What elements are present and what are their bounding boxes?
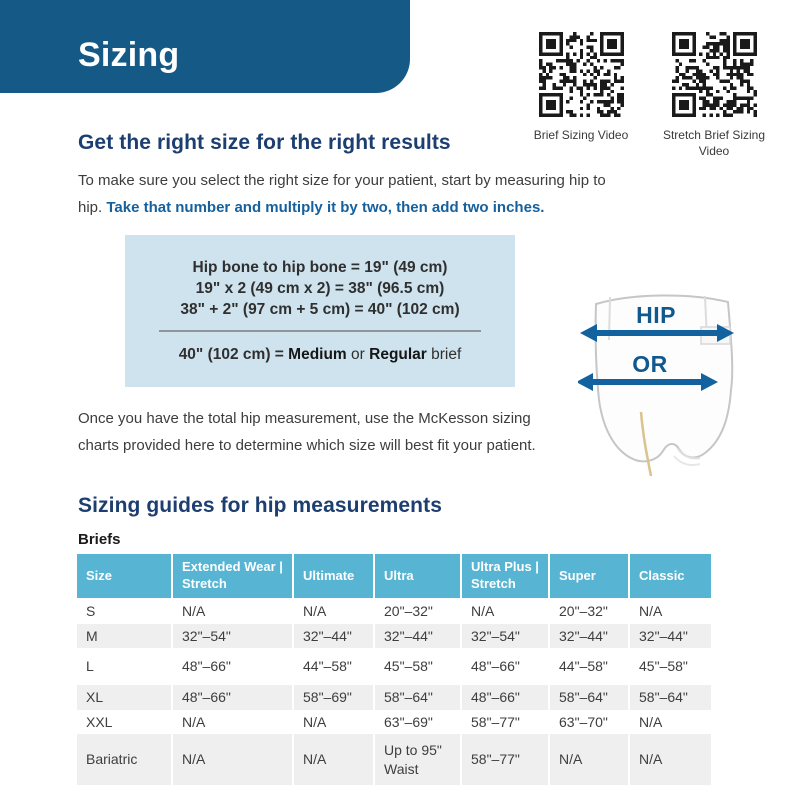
hip-calculation-box <box>125 235 515 387</box>
range-cell: 45"–58" <box>629 648 711 685</box>
range-cell: 32"–44" <box>549 624 629 648</box>
intro-paragraph <box>78 167 623 221</box>
size-cell: Bariatric <box>86 751 138 768</box>
table-row <box>77 685 711 710</box>
intro-text-bold: Take that number and multiply it by two, then add two inches. <box>106 199 545 216</box>
brief-measurement-diagram <box>578 286 746 484</box>
hip-label: HIP <box>636 302 676 328</box>
page-banner <box>0 0 410 93</box>
or-label: OR <box>632 351 668 377</box>
range-cell: 63"–70" <box>549 710 629 734</box>
range-cell: N/A <box>629 734 711 785</box>
qr-label: Brief Sizing Video <box>533 128 629 142</box>
sizing-guides-heading: Sizing guides for hip measurements <box>78 494 442 517</box>
range-cell: N/A <box>172 734 293 785</box>
size-cell: S <box>86 602 96 619</box>
table-row <box>77 624 711 648</box>
range-cell: N/A <box>549 734 629 785</box>
calc-line-2: 19" x 2 (49 cm x 2) = 38" (96.5 cm) <box>195 280 445 297</box>
column-header: Extended Wear | Stretch <box>172 554 293 598</box>
column-header: Ultimate <box>293 554 374 598</box>
range-cell: N/A <box>629 598 711 624</box>
range-cell: 58"–69" <box>293 685 374 710</box>
calc-line-3: 38" + 2" (97 cm + 5 cm) = 40" (102 cm) <box>180 301 460 318</box>
range-cell: 32"–54" <box>461 624 549 648</box>
column-header: Ultra <box>374 554 461 598</box>
page-title: Sizing <box>78 36 180 74</box>
calc-result-connector: or <box>346 346 370 363</box>
range-cell: 58"–64" <box>549 685 629 710</box>
range-cell: N/A <box>293 710 374 734</box>
size-cell: XL <box>86 689 104 706</box>
range-cell: Up to 95" Waist <box>374 734 461 785</box>
stretch-brief-sizing-video-qr-icon <box>672 32 757 117</box>
intro-heading: Get the right size for the right results <box>78 131 451 154</box>
range-cell: 58"–77" <box>461 734 549 785</box>
range-cell: 32"–44" <box>293 624 374 648</box>
outro-paragraph: Once you have the total hip measurement, use the McKesson sizing charts provided here to determine which size will best fit your patient. <box>78 410 536 454</box>
range-cell: 20"–32" <box>374 598 461 624</box>
calc-result-prefix: 40" (102 cm) = <box>178 346 289 363</box>
calc-result-size-2: Regular <box>369 346 427 363</box>
range-cell: 48"–66" <box>172 685 293 710</box>
range-cell: 32"–54" <box>172 624 293 648</box>
qr-figure-brief-sizing <box>516 32 646 143</box>
range-cell: N/A <box>172 598 293 624</box>
range-cell: 20"–32" <box>549 598 629 624</box>
size-cell: M <box>86 627 98 644</box>
range-cell: N/A <box>172 710 293 734</box>
qr-label: Stretch Brief Sizing Video <box>662 128 766 159</box>
calc-divider <box>159 330 481 332</box>
range-cell: 44"–58" <box>293 648 374 685</box>
briefs-table <box>77 554 711 785</box>
range-cell: 32"–44" <box>374 624 461 648</box>
column-header: Super <box>549 554 629 598</box>
range-cell: N/A <box>461 598 549 624</box>
range-cell: 58"–64" <box>374 685 461 710</box>
range-cell: 58"–64" <box>629 685 711 710</box>
table-row <box>77 648 711 685</box>
range-cell: 45"–58" <box>374 648 461 685</box>
calc-result-line <box>179 344 462 365</box>
calc-result-size-1: Medium <box>288 346 347 363</box>
range-cell: 32"–44" <box>629 624 711 648</box>
range-cell: 48"–66" <box>172 648 293 685</box>
table-row <box>77 598 711 624</box>
briefs-table-wrap <box>77 554 711 785</box>
column-header: Classic <box>629 554 711 598</box>
table-row <box>77 734 711 785</box>
size-cell: L <box>86 658 94 675</box>
range-cell: 58"–77" <box>461 710 549 734</box>
calc-result-suffix: brief <box>426 346 462 363</box>
range-cell: N/A <box>629 710 711 734</box>
briefs-table-title: Briefs <box>78 531 121 548</box>
table-row <box>77 710 711 734</box>
range-cell: 44"–58" <box>549 648 629 685</box>
size-cell: XXL <box>86 713 113 730</box>
column-header: Ultra Plus | Stretch <box>461 554 549 598</box>
range-cell: 63"–69" <box>374 710 461 734</box>
brief-sizing-video-qr-icon <box>539 32 624 117</box>
calc-line-1: Hip bone to hip bone = 19" (49 cm) <box>192 259 448 276</box>
column-header: Size <box>86 567 113 583</box>
intro-text-normal: To make sure you select the right size for your patient, start by measuring hip to hip. <box>78 172 606 216</box>
range-cell: 48"–66" <box>461 685 549 710</box>
range-cell: N/A <box>293 734 374 785</box>
range-cell: 48"–66" <box>461 648 549 685</box>
qr-figure-stretch-brief-sizing <box>649 32 779 159</box>
table-header-row <box>77 554 711 598</box>
range-cell: N/A <box>293 598 374 624</box>
